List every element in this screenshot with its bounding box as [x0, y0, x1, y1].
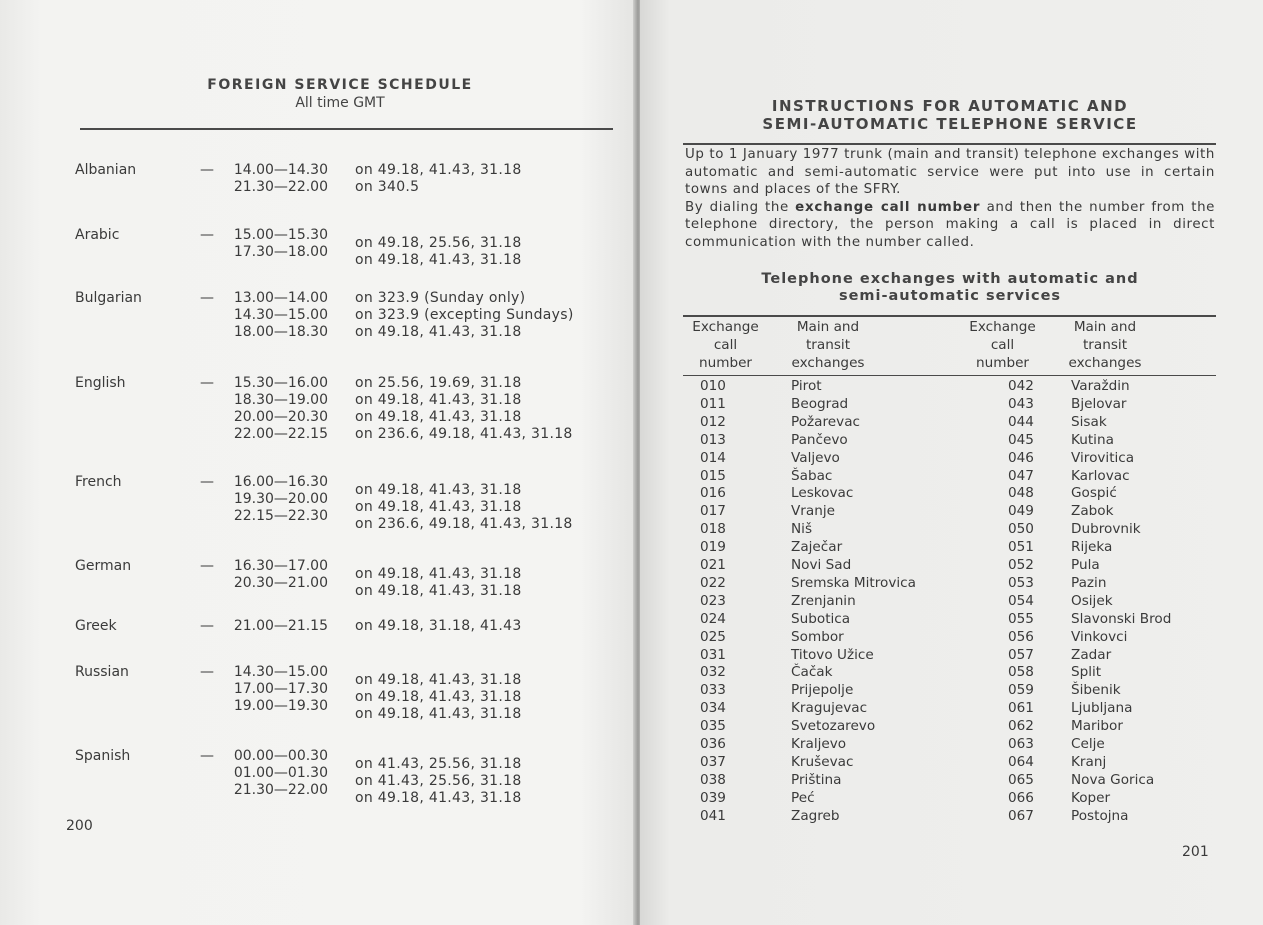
exchange-number: 064 [1008, 753, 1034, 770]
frequency: on 41.43, 25.56, 31.18 [355, 756, 522, 772]
exchange-name: Nova Gorica [1071, 771, 1155, 788]
frequencies [355, 756, 522, 807]
page-number: 200 [66, 818, 93, 834]
frequency: on 340.5 [355, 179, 420, 195]
exchange-number: 022 [700, 574, 726, 591]
table-top-rule [683, 315, 1216, 317]
exchange-name: Koper [1071, 789, 1111, 806]
time-slot: 18.30—19.00 [233, 392, 328, 408]
exchange-name: Prijepolje [791, 682, 854, 699]
exchange-number: 048 [1008, 485, 1034, 502]
time-slot: 16.30—17.00 [233, 558, 328, 574]
header-line: transit [805, 337, 851, 353]
exchange-name: Beograd [791, 395, 849, 412]
frequency: on 49.18, 41.43, 31.18 [355, 324, 522, 340]
time-slots [200, 664, 328, 715]
right-page [640, 0, 1263, 925]
dash: — [200, 618, 214, 634]
header-number [688, 318, 763, 372]
dash: — [200, 375, 214, 391]
exchange-number: 016 [700, 485, 726, 502]
frequency: on 49.18, 25.56, 31.18 [355, 235, 522, 251]
time-slot: 13.00—14.00 [233, 290, 328, 306]
exchange-number: 014 [700, 449, 726, 466]
exchange-name: Gospić [1071, 485, 1117, 502]
frequency: on 49.18, 41.43, 31.18 [355, 566, 522, 582]
exchange-name: Celje [1071, 736, 1105, 752]
language-label: French [75, 474, 122, 490]
exchange-number: 039 [700, 789, 726, 806]
intro-bold: exchange call number [795, 199, 981, 215]
exchange-name: Bjelovar [1071, 395, 1127, 412]
intro-text: Up to 1 January 1977 trunk (main and transit) telephone exchanges with automatic and semi-automatic service were put into use in certain towns and places of the SFRY. [685, 147, 1215, 198]
exchange-number: 045 [1008, 431, 1034, 448]
exchange-number: 055 [1008, 610, 1034, 627]
time-slots [200, 748, 328, 799]
header-line: transit [1082, 337, 1128, 353]
language-label: Russian [75, 664, 129, 680]
exchange-number: 035 [700, 718, 726, 735]
frequencies [355, 618, 522, 635]
exchange-number: 017 [700, 503, 726, 520]
exchange-name: Šabac [791, 467, 833, 484]
exchange-number: 012 [700, 413, 726, 430]
exchange-name: Šibenik [1071, 682, 1121, 699]
exchange-number: 062 [1008, 718, 1034, 735]
time-slots [200, 474, 328, 525]
time-slot: 18.00—18.30 [233, 324, 328, 340]
time-slot: 14.30—15.00 [233, 664, 328, 680]
exchange-number: 067 [1008, 807, 1034, 824]
exchange-number: 013 [700, 431, 726, 448]
exchange-number: 010 [700, 378, 726, 394]
frequency: on 41.43, 25.56, 31.18 [355, 773, 522, 789]
time-slot: 00.00—00.30 [233, 748, 328, 764]
language-label: German [75, 558, 132, 574]
exchange-name: Svetozarevo [791, 718, 876, 735]
header-line: number [975, 355, 1030, 371]
exchange-name: Varaždin [1071, 378, 1130, 394]
exchange-number: 018 [700, 521, 726, 538]
time-slot: 14.30—15.00 [233, 307, 328, 323]
frequencies [355, 375, 573, 443]
exchange-number: 061 [1008, 700, 1034, 717]
schedule-subtitle: All time GMT [295, 95, 385, 111]
time-slot: 15.30—16.00 [233, 375, 328, 391]
header-line: Exchange [692, 319, 759, 335]
dash: — [200, 474, 214, 490]
header-line: number [698, 355, 753, 371]
exchange-name: Ljubljana [1071, 700, 1133, 717]
divider [80, 128, 613, 130]
time-slot: 22.00—22.15 [233, 426, 328, 442]
exchange-name: Virovitica [1071, 449, 1135, 466]
exchange-number: 015 [700, 467, 726, 484]
frequency: on 236.6, 49.18, 41.43, 31.18 [355, 516, 573, 532]
time-slots [200, 227, 328, 261]
exchange-number: 033 [700, 682, 726, 699]
time-slots [200, 618, 328, 635]
frequencies [355, 162, 522, 196]
exchange-name: Požarevac [791, 413, 860, 430]
frequency: on 49.18, 41.43, 31.18 [355, 790, 522, 806]
frequencies [355, 235, 522, 269]
exchange-name: Sisak [1071, 413, 1107, 430]
exchange-name: Zadar [1071, 646, 1112, 663]
exchange-name: Pazin [1071, 574, 1107, 591]
exchange-name: Pula [1071, 557, 1100, 573]
exchange-name: Leskovac [791, 485, 854, 502]
exchange-name: Karlovac [1071, 467, 1130, 484]
intro-paragraph [685, 146, 1215, 252]
time-slot: 15.00—15.30 [233, 227, 328, 243]
exchange-name: Kruševac [791, 753, 854, 770]
header-exchanges [1060, 318, 1150, 372]
exchange-number: 052 [1008, 557, 1034, 573]
frequency: on 323.9 (excepting Sundays) [355, 307, 574, 323]
dash: — [200, 748, 214, 764]
exchange-number: 054 [1008, 592, 1034, 609]
exchange-number: 058 [1008, 664, 1034, 681]
exchange-name: Niš [791, 521, 813, 538]
intro-text-2: By dialing the [685, 199, 789, 215]
divider [683, 143, 1216, 145]
dash: — [200, 227, 214, 243]
exchange-name: Peć [791, 789, 815, 806]
exchange-name: Zagreb [791, 807, 840, 824]
frequency: on 49.18, 41.43, 31.18 [355, 706, 522, 722]
instructions-title-line1: INSTRUCTIONS FOR AUTOMATIC AND [771, 97, 1129, 115]
frequencies [355, 290, 574, 341]
dash: — [200, 558, 214, 574]
frequency: on 49.18, 41.43, 31.18 [355, 392, 522, 408]
exchange-name: Zaječar [791, 539, 843, 556]
exchange-number: 044 [1008, 413, 1034, 430]
exchange-number: 057 [1008, 646, 1034, 663]
language-label: Spanish [75, 748, 131, 764]
exchange-number: 025 [700, 628, 726, 645]
table-header-rule [683, 375, 1216, 376]
exchange-number: 031 [700, 646, 726, 663]
frequency: on 49.18, 41.43, 31.18 [355, 583, 522, 599]
frequency: on 49.18, 31.18, 41.43 [355, 618, 522, 634]
time-slot: 17.30—18.00 [233, 244, 328, 260]
language-label: Albanian [75, 162, 137, 178]
header-line: Main and [1073, 319, 1137, 335]
time-slots [200, 162, 328, 196]
exchange-name: Priština [791, 771, 842, 788]
exchange-name: Vranje [791, 503, 835, 520]
exchange-number: 059 [1008, 682, 1034, 699]
exchange-name: Vinkovci [1071, 628, 1128, 645]
exchange-name: Kranj [1071, 753, 1107, 770]
exchange-number: 056 [1008, 628, 1034, 645]
schedule-title: FOREIGN SERVICE SCHEDULE [207, 77, 473, 93]
exchange-name: Rijeka [1071, 539, 1113, 556]
header-line: exchanges [791, 355, 865, 371]
frequencies [355, 482, 573, 533]
exchange-name: Slavonski Brod [1071, 610, 1172, 627]
exchange-number: 021 [700, 557, 726, 573]
exchange-number: 011 [700, 395, 726, 412]
frequencies [355, 672, 522, 723]
time-slots [200, 375, 328, 443]
exchange-number: 053 [1008, 574, 1034, 591]
frequency: on 49.18, 41.43, 31.18 [355, 252, 522, 268]
exchange-number: 042 [1008, 378, 1034, 394]
exchange-name: Osijek [1071, 592, 1113, 609]
time-slots [200, 290, 328, 341]
exchange-name: Titovo Užice [791, 646, 874, 663]
exchange-number: 032 [700, 664, 726, 681]
time-slot: 14.00—14.30 [233, 162, 328, 178]
language-label: Arabic [75, 227, 120, 243]
time-slot: 21.30—22.00 [233, 179, 328, 195]
header-line: call [713, 337, 738, 353]
frequency: on 49.18, 41.43, 31.18 [355, 162, 522, 178]
frequency: on 49.18, 41.43, 31.18 [355, 689, 522, 705]
exchange-name: Pirot [791, 378, 822, 394]
exchange-number: 036 [700, 736, 726, 752]
exchange-number: 046 [1008, 449, 1034, 466]
exchange-name: Sombor [791, 628, 844, 645]
frequency: on 25.56, 19.69, 31.18 [355, 375, 522, 391]
frequency: on 49.18, 41.43, 31.18 [355, 482, 522, 498]
exchange-name: Pančevo [791, 431, 848, 448]
header-line: Exchange [969, 319, 1036, 335]
language-label: Bulgarian [75, 290, 142, 306]
exchange-name: Split [1071, 664, 1102, 681]
exchange-number: 038 [700, 771, 726, 788]
frequency: on 236.6, 49.18, 41.43, 31.18 [355, 426, 573, 442]
exchange-number: 041 [700, 807, 726, 824]
time-slot: 20.30—21.00 [233, 575, 328, 591]
table-title-line1: Telephone exchanges with automatic and [761, 271, 1139, 287]
exchange-number: 019 [700, 539, 726, 556]
exchange-number: 024 [700, 610, 726, 627]
exchange-name: Maribor [1071, 718, 1123, 735]
language-label: Greek [75, 618, 117, 634]
frequency: on 49.18, 41.43, 31.18 [355, 409, 522, 425]
exchange-number: 043 [1008, 395, 1034, 412]
exchange-number: 049 [1008, 503, 1034, 520]
exchange-name: Kragujevac [791, 700, 868, 717]
exchange-number: 034 [700, 700, 726, 717]
exchange-name: Kutina [1071, 431, 1114, 448]
exchange-number: 023 [700, 592, 726, 609]
exchange-number: 047 [1008, 467, 1034, 484]
exchange-number: 050 [1008, 521, 1034, 538]
frequency: on 323.9 (Sunday only) [355, 290, 526, 306]
exchange-number: 065 [1008, 771, 1034, 788]
time-slot: 21.30—22.00 [233, 782, 328, 798]
exchange-name: Zabok [1071, 503, 1114, 520]
header-line: call [990, 337, 1015, 353]
exchange-number: 066 [1008, 789, 1034, 806]
exchange-name: Dubrovnik [1071, 521, 1141, 538]
header-number [960, 318, 1045, 372]
exchange-name: Subotica [791, 610, 851, 627]
time-slot: 16.00—16.30 [233, 474, 328, 490]
page-number-right: 201 [1182, 844, 1209, 860]
exchange-name: Čačak [791, 664, 833, 681]
exchange-name: Kraljevo [791, 736, 847, 752]
intro-text-3: and then the number from the telephone directory, the person making a call is placed in direct communication with the number called. [685, 199, 1215, 250]
exchange-number: 063 [1008, 736, 1034, 752]
time-slot: 21.00—21.15 [233, 618, 328, 634]
table-title-line2: semi-automatic services [838, 288, 1062, 304]
frequencies [355, 566, 522, 600]
header-line: exchanges [1068, 355, 1142, 371]
language-label: English [75, 375, 126, 391]
exchange-name: Postojna [1071, 807, 1129, 824]
dash: — [200, 290, 214, 306]
time-slot: 20.00—20.30 [233, 409, 328, 425]
time-slot: 22.15—22.30 [233, 508, 328, 524]
exchange-name: Valjevo [791, 449, 840, 466]
exchange-name: Novi Sad [791, 557, 852, 573]
time-slot: 19.30—20.00 [233, 491, 328, 507]
header-line: Main and [796, 319, 860, 335]
time-slot: 01.00—01.30 [233, 765, 328, 781]
instructions-title-line2: SEMI-AUTOMATIC TELEPHONE SERVICE [762, 115, 1138, 133]
dash: — [200, 162, 214, 178]
frequency: on 49.18, 41.43, 31.18 [355, 672, 522, 688]
time-slot: 19.00—19.30 [233, 698, 328, 714]
header-exchanges [778, 318, 878, 372]
time-slot: 17.00—17.30 [233, 681, 328, 697]
time-slots [200, 558, 328, 592]
exchange-name: Sremska Mitrovica [791, 574, 916, 591]
frequency: on 49.18, 41.43, 31.18 [355, 499, 522, 515]
exchange-number: 037 [700, 753, 726, 770]
exchange-number: 051 [1008, 539, 1034, 556]
dash: — [200, 664, 214, 680]
exchange-name: Zrenjanin [791, 592, 856, 609]
